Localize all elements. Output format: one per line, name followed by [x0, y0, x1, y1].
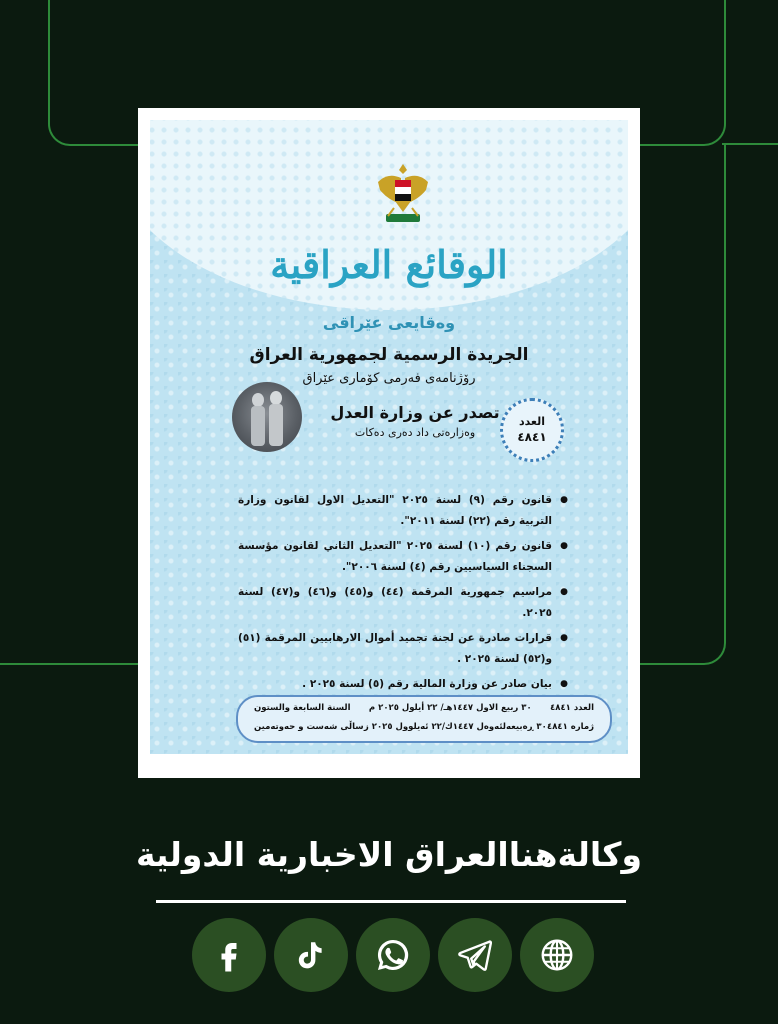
issue-number: ٤٨٤١ — [517, 430, 547, 444]
agency-name: وكالةهناالعراق الاخبارية الدولية — [136, 835, 642, 874]
telegram-icon — [456, 936, 494, 974]
statue-figures-icon — [232, 382, 302, 452]
whatsapp-link[interactable] — [356, 918, 430, 992]
contents-item: ● قرارات صادرة عن لجنة تجميد أموال الارهابيين المرقمة (٥١) و(٥٢) لسنة ٢٠٢٥ . — [238, 628, 568, 670]
gazette-cover — [150, 120, 628, 754]
social-links — [192, 918, 594, 992]
tiktok-icon — [294, 938, 328, 972]
footer-issue: العدد ٤٨٤١ — [550, 703, 594, 713]
footer-date-kurdish: ٣٠ ڕەبیعەلئەوەل ١٤٤٧ك/٢٢ ئەیلوول ٢٠٢٥ ز — [363, 722, 547, 732]
whatsapp-icon — [374, 936, 412, 974]
footer-year-kurdish: ساڵی شەست و حەوتەمین — [254, 722, 364, 732]
footer-year: السنة السابعة والستون — [254, 703, 351, 713]
contents-list — [238, 490, 568, 699]
facebook-icon — [211, 937, 247, 973]
gazette-title: الوقائع العراقية — [270, 242, 508, 287]
issue-number-seal — [500, 398, 564, 462]
contents-item: ● قانون رقم (١٠) لسنة ٢٠٢٥ "التعديل الثاني لقانون مؤسسة السجناء السياسيين رقم (٤) لسنة ٢٠٠٦". — [238, 536, 568, 578]
gazette-description-kurdish: رۆژنامەی فەرمی کۆماری عێراق — [302, 371, 476, 386]
website-link[interactable] — [520, 918, 594, 992]
footer-issue-kurdish: ژماره ٤٨٤١ — [547, 722, 594, 732]
frame-line-right-tail — [722, 143, 778, 145]
globe-icon — [539, 937, 575, 973]
footer-row-kurdish — [254, 722, 594, 732]
gazette-cover-image — [138, 108, 640, 778]
ministry-line-kurdish: وەزارەتی داد دەری دەکات — [354, 426, 476, 439]
tiktok-link[interactable] — [274, 918, 348, 992]
footer-date: ٣٠ ربيع الاول ١٤٤٧هـ/ ٢٢ أيلول ٢٠٢٥ م — [368, 703, 532, 713]
statue-photo — [232, 382, 302, 452]
footer-row-arabic — [254, 703, 594, 713]
contents-item: ● قانون رقم (٩) لسنة ٢٠٢٥ "التعديل الاول لقانون وزارة التربية رقم (٢٢) لسنة ٢٠١١". — [238, 490, 568, 532]
gazette-description: الجريدة الرسمية لجمهورية العراق — [249, 345, 529, 365]
gazette-title-kurdish: وەقایعی عێراقی — [322, 313, 456, 332]
issue-label: العدد — [518, 415, 546, 428]
contents-item: ● بيان صادر عن وزارة المالية رقم (٥) لسنة ٢٠٢٥ . — [238, 674, 568, 695]
issue-footer-box — [236, 695, 612, 743]
brand-divider — [156, 900, 626, 903]
iraq-eagle-emblem-icon — [374, 160, 432, 232]
contents-item: ● مراسيم جمهورية المرقمة (٤٤) و(٤٥) و(٤٦) و(٤٧) لسنة ٢٠٢٥. — [238, 582, 568, 624]
facebook-link[interactable] — [192, 918, 266, 992]
telegram-link[interactable] — [438, 918, 512, 992]
ministry-line: تصدر عن وزارة العدل — [330, 403, 500, 422]
